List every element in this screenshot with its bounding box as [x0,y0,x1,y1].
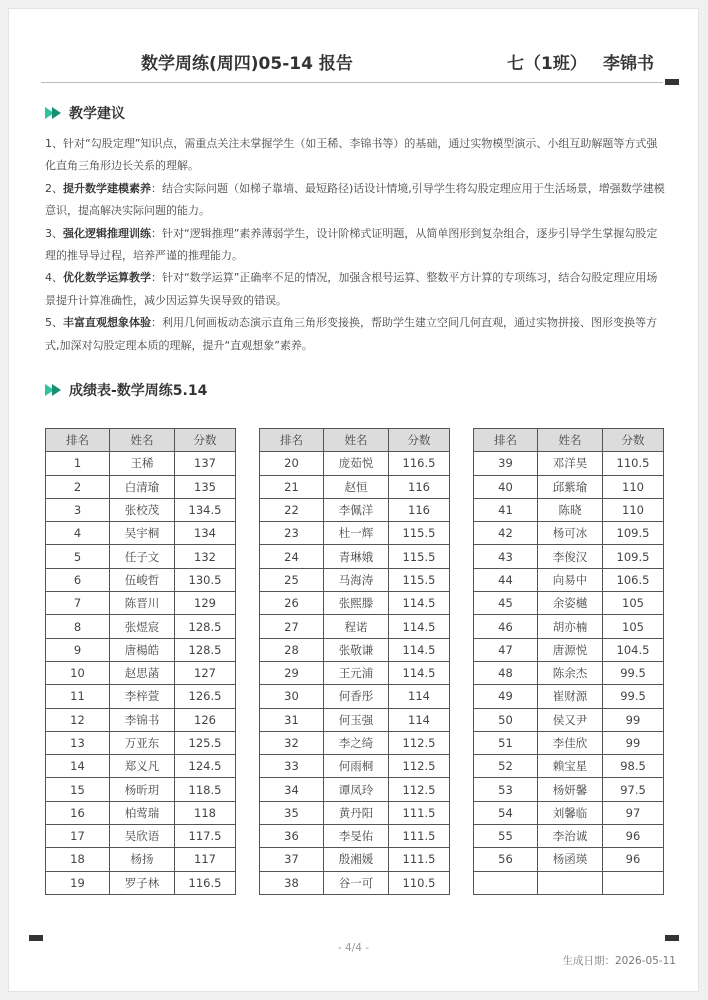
name-cell: 张校茂 [110,498,175,521]
score-cell: 112.5 [389,755,450,778]
generated-date: 生成日期：2026-05-11 [562,955,676,967]
advice-item: 2、提升数学建模素养：结合实际问题（如梯子靠墙、最短路径)话设计情境,引导学生将勾股定理应用于生活场景，增强数学建模意识，提高解决实际问题的能力。 [45,181,665,218]
name-cell: 万亚东 [110,731,175,754]
score-cell: 99.5 [603,661,664,684]
table-row [46,522,236,545]
score-table [45,428,236,895]
name-cell: 张敬谦 [324,638,389,661]
score-cell: 134 [175,522,236,545]
rank-cell: 52 [474,755,538,778]
name-cell: 李锦书 [110,708,175,731]
table-header-row [474,429,664,452]
advice-section-title: 教学建议 [69,106,125,122]
score-cell: 117.5 [175,825,236,848]
score-cell: 110.5 [603,452,664,475]
rank-cell: 29 [260,661,324,684]
score-cell: 114 [389,685,450,708]
footer-left-mark [29,935,43,941]
rank-cell [474,871,538,894]
name-cell: 胡亦楠 [538,615,603,638]
name-cell: 陈晓 [538,498,603,521]
score-cell: 99 [603,731,664,754]
name-cell: 吴宇桐 [110,522,175,545]
table-row [260,661,450,684]
table-row [474,498,664,521]
table-row [474,615,664,638]
score-cell: 96 [603,848,664,871]
rank-cell: 48 [474,661,538,684]
score-cell: 114.5 [389,661,450,684]
rank-cell: 38 [260,871,324,894]
rank-cell: 7 [46,592,110,615]
report-title: 数学周练(周四)05-14 报告 [141,54,353,74]
name-header: 姓名 [110,429,175,452]
score-cell: 110 [603,475,664,498]
name-cell: 李治诚 [538,825,603,848]
rank-cell: 51 [474,731,538,754]
table-row [260,708,450,731]
rank-cell: 12 [46,708,110,731]
rank-cell: 16 [46,801,110,824]
score-cell: 124.5 [175,755,236,778]
score-cell: 126.5 [175,685,236,708]
score-cell: 99 [603,708,664,731]
table-row [46,871,236,894]
table-row [474,731,664,754]
rank-cell: 37 [260,848,324,871]
score-cell: 104.5 [603,638,664,661]
score-cell: 96 [603,825,664,848]
name-cell: 杨昕玥 [110,778,175,801]
rank-cell: 55 [474,825,538,848]
rank-cell: 11 [46,685,110,708]
rank-header: 排名 [46,429,110,452]
name-cell: 李梓萱 [110,685,175,708]
score-cell: 116 [389,498,450,521]
score-cell: 110.5 [389,871,450,894]
advice-item: 5、丰富直观想象体验：利用几何画板动态演示直角三角形变接换，帮助学生建立空间几何直观，通过实物拼接、图形变换等方式,加深对勾股定理本质的理解，提升“直观想象”素养。 [45,316,657,352]
name-cell: 杜一辉 [324,522,389,545]
score-cell: 129 [175,592,236,615]
rank-cell: 2 [46,475,110,498]
name-cell: 张熙滕 [324,592,389,615]
score-cell: 116 [389,475,450,498]
score-cell: 115.5 [389,568,450,591]
score-cell: 126 [175,708,236,731]
name-cell: 李佳欣 [538,731,603,754]
rank-cell: 25 [260,568,324,591]
table-row [474,522,664,545]
name-cell: 马海涛 [324,568,389,591]
score-cell: 137 [175,452,236,475]
score-cell: 111.5 [389,801,450,824]
rank-cell: 53 [474,778,538,801]
rank-cell: 28 [260,638,324,661]
table-row [474,685,664,708]
score-header: 分数 [389,429,450,452]
score-cell: 115.5 [389,522,450,545]
rank-cell: 34 [260,778,324,801]
footer-right-mark [665,935,679,941]
score-header: 分数 [175,429,236,452]
rank-cell: 49 [474,685,538,708]
name-cell: 庞茹悦 [324,452,389,475]
rank-cell: 6 [46,568,110,591]
report-header [9,9,698,87]
name-cell: 杨妍馨 [538,778,603,801]
name-cell: 吴欣语 [110,825,175,848]
report-page [8,8,699,992]
name-cell: 邓洋昊 [538,452,603,475]
score-cell: 111.5 [389,825,450,848]
rank-cell: 21 [260,475,324,498]
name-cell: 杨可冰 [538,522,603,545]
score-section-title: 成绩表-数学周练5.14 [69,383,208,399]
name-cell: 赵恒 [324,475,389,498]
rank-cell: 32 [260,731,324,754]
table-row [260,568,450,591]
header-divider [41,82,663,83]
rank-cell: 56 [474,848,538,871]
table-row [260,731,450,754]
rank-cell: 46 [474,615,538,638]
score-cell: 117 [175,848,236,871]
rank-cell: 30 [260,685,324,708]
advice-item: 3、强化逻辑推理训练：针对“逻辑推理”素养薄弱学生，设计阶梯式证明题，从简单图形到复杂组合，逐步引导学生掌握勾股定理的推导导过程，培养严谨的推理能力。 [45,226,658,263]
table-row [46,708,236,731]
rank-cell: 5 [46,545,110,568]
rank-cell: 15 [46,778,110,801]
name-cell: 王稀 [110,452,175,475]
name-cell: 程诺 [324,615,389,638]
table-row [260,615,450,638]
score-table [259,428,450,895]
score-cell: 110 [603,498,664,521]
score-cell: 105 [603,592,664,615]
table-row [474,452,664,475]
rank-cell: 27 [260,615,324,638]
name-cell: 柏莺瑞 [110,801,175,824]
name-cell: 刘馨临 [538,801,603,824]
score-cell: 118.5 [175,778,236,801]
score-cell: 135 [175,475,236,498]
name-cell: 赵思菡 [110,661,175,684]
table-header-row [260,429,450,452]
advice-section-heading [45,103,125,123]
name-cell: 余姿樾 [538,592,603,615]
name-cell: 黄丹阳 [324,801,389,824]
name-cell: 唐源悦 [538,638,603,661]
name-cell [538,871,603,894]
table-row [46,685,236,708]
rank-cell: 9 [46,638,110,661]
name-cell: 唐楊皓 [110,638,175,661]
header-corner-mark [665,79,679,85]
rank-cell: 35 [260,801,324,824]
score-cell [603,871,664,894]
name-cell: 殷湘媛 [324,848,389,871]
name-cell: 张煜宸 [110,615,175,638]
score-cell: 128.5 [175,615,236,638]
rank-cell: 13 [46,731,110,754]
table-row [260,592,450,615]
table-row [474,592,664,615]
name-cell: 李佩洋 [324,498,389,521]
rank-cell: 19 [46,871,110,894]
name-cell: 杨函瑛 [538,848,603,871]
score-cell: 112.5 [389,778,450,801]
rank-cell: 42 [474,522,538,545]
score-cell: 127 [175,661,236,684]
rank-cell: 31 [260,708,324,731]
name-cell: 李俊汉 [538,545,603,568]
table-row [260,685,450,708]
advice-item: 4、优化数学运算教学：针对“数学运算”正确率不足的情况，加强含根号运算、整数平方计算的专项练习，结合勾股定理应用场景提升计算准确性，减少因运算失误导致的错误。 [45,271,658,307]
table-row [46,475,236,498]
rank-cell: 33 [260,755,324,778]
rank-cell: 14 [46,755,110,778]
score-cell: 97.5 [603,778,664,801]
table-row [474,871,664,894]
score-cell: 112.5 [389,731,450,754]
rank-cell: 41 [474,498,538,521]
table-row [260,475,450,498]
rank-cell: 44 [474,568,538,591]
table-row [46,801,236,824]
name-cell: 王元浦 [324,661,389,684]
table-row [474,708,664,731]
table-row [46,661,236,684]
score-cell: 116.5 [389,452,450,475]
name-cell: 何玉强 [324,708,389,731]
score-cell: 97 [603,801,664,824]
score-cell: 114.5 [389,615,450,638]
score-cell: 134.5 [175,498,236,521]
score-cell: 128.5 [175,638,236,661]
score-cell: 114.5 [389,638,450,661]
table-row [260,871,450,894]
page-number: - 4/4 - [337,942,370,954]
rank-cell: 1 [46,452,110,475]
rank-cell: 18 [46,848,110,871]
name-cell: 何香彤 [324,685,389,708]
rank-cell: 24 [260,545,324,568]
table-row [46,615,236,638]
score-header: 分数 [603,429,664,452]
table-row [260,825,450,848]
name-cell: 陈余杰 [538,661,603,684]
table-row [260,801,450,824]
score-cell: 98.5 [603,755,664,778]
table-row [46,825,236,848]
name-cell: 何雨桐 [324,755,389,778]
table-row [474,568,664,591]
name-cell: 罗子林 [110,871,175,894]
table-row [46,498,236,521]
table-row [474,801,664,824]
rank-cell: 26 [260,592,324,615]
name-cell: 谷一可 [324,871,389,894]
table-row [46,592,236,615]
score-cell: 111.5 [389,848,450,871]
name-cell: 郑义凡 [110,755,175,778]
score-cell: 99.5 [603,685,664,708]
rank-cell: 10 [46,661,110,684]
table-row [474,661,664,684]
name-cell: 崔财源 [538,685,603,708]
score-table [473,428,664,895]
rank-header: 排名 [260,429,324,452]
table-row [46,848,236,871]
rank-cell: 40 [474,475,538,498]
table-row [474,755,664,778]
score-cell: 132 [175,545,236,568]
double-arrow-icon [45,107,63,119]
score-cell: 130.5 [175,568,236,591]
score-cell: 105 [603,615,664,638]
table-row [474,475,664,498]
rank-cell: 23 [260,522,324,545]
advice-list [45,133,667,357]
score-cell: 109.5 [603,545,664,568]
score-cell: 106.5 [603,568,664,591]
table-row [46,545,236,568]
score-cell: 109.5 [603,522,664,545]
table-row [260,778,450,801]
table-row [46,778,236,801]
name-cell: 李旻佑 [324,825,389,848]
table-row [46,638,236,661]
table-row [474,545,664,568]
table-row [260,638,450,661]
table-row [474,848,664,871]
score-cell: 116.5 [175,871,236,894]
table-row [46,452,236,475]
table-row [46,755,236,778]
name-cell: 伍峻哲 [110,568,175,591]
double-arrow-icon [45,384,63,396]
rank-cell: 39 [474,452,538,475]
table-row [260,545,450,568]
table-row [46,568,236,591]
name-cell: 青琳娥 [324,545,389,568]
name-cell: 白清瑜 [110,475,175,498]
name-cell: 李之绮 [324,731,389,754]
rank-cell: 17 [46,825,110,848]
rank-cell: 54 [474,801,538,824]
rank-cell: 36 [260,825,324,848]
student-name: 李锦书 [603,54,654,74]
rank-cell: 43 [474,545,538,568]
rank-cell: 22 [260,498,324,521]
score-cell: 125.5 [175,731,236,754]
score-cell: 114 [389,708,450,731]
table-row [260,522,450,545]
rank-header: 排名 [474,429,538,452]
score-cell: 118 [175,801,236,824]
name-cell: 任子文 [110,545,175,568]
rank-cell: 3 [46,498,110,521]
rank-cell: 8 [46,615,110,638]
score-cell: 114.5 [389,592,450,615]
name-cell: 邱紫瑜 [538,475,603,498]
class-name: 七（1班） [507,54,587,74]
name-cell: 侯又尹 [538,708,603,731]
name-cell: 谭凤玲 [324,778,389,801]
name-cell: 赖宝星 [538,755,603,778]
name-cell: 向易中 [538,568,603,591]
table-row [474,825,664,848]
name-header: 姓名 [538,429,603,452]
rank-cell: 50 [474,708,538,731]
name-header: 姓名 [324,429,389,452]
score-cell: 115.5 [389,545,450,568]
table-row [260,452,450,475]
name-cell: 杨扬 [110,848,175,871]
table-row [260,848,450,871]
rank-cell: 45 [474,592,538,615]
rank-cell: 4 [46,522,110,545]
table-row [474,778,664,801]
table-row [46,731,236,754]
table-row [260,498,450,521]
rank-cell: 20 [260,452,324,475]
table-row [260,755,450,778]
advice-item: 1、针对“勾股定理”知识点，需重点关注未掌握学生（如王稀、李锦书等）的基础，通过实物模型演示、小组互助解题等方式强化直角三角形边长关系的理解。 [45,137,658,173]
table-header-row [46,429,236,452]
score-section-heading [45,380,207,400]
name-cell: 陈晋川 [110,592,175,615]
table-row [474,638,664,661]
rank-cell: 47 [474,638,538,661]
